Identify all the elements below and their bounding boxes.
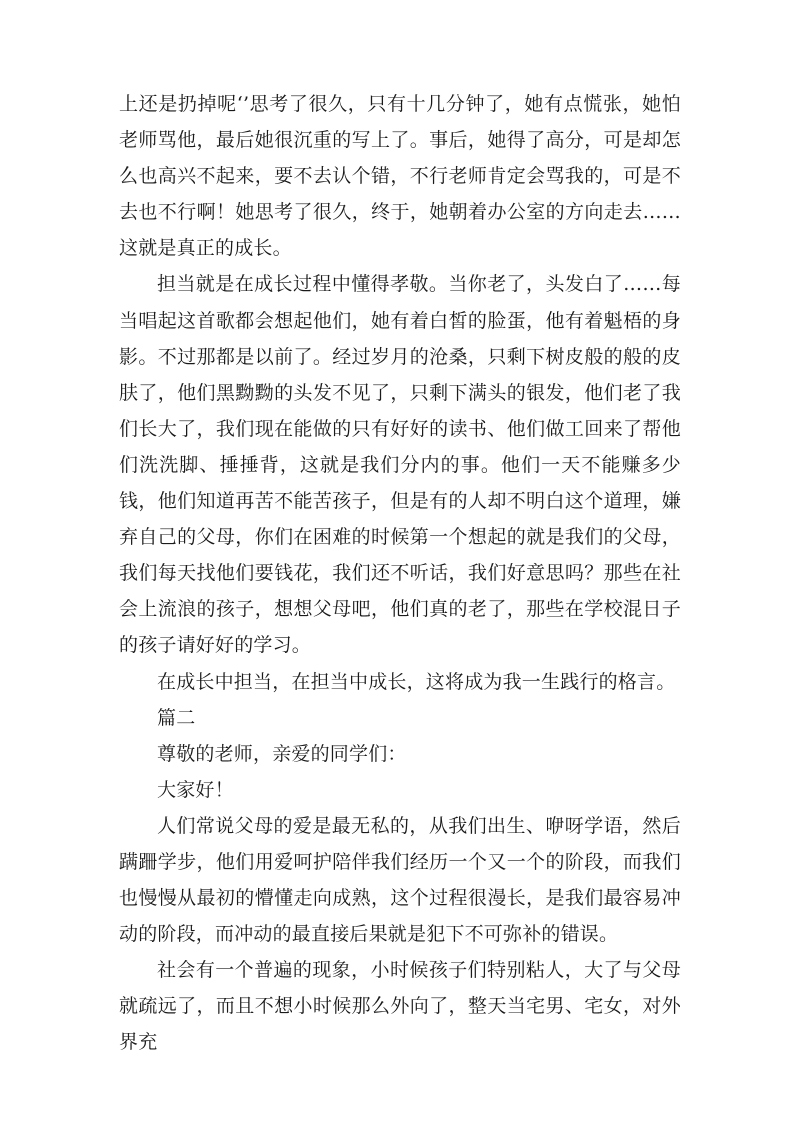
- paragraph-continuation: 上还是扔掉呢‘’思考了很久，只有十几分钟了，她有点慌张，她怕老师骂他，最后她很沉重的写上了。事后，她得了高分，可是却怎么也高兴不起来，要不去认个错，不行老师肯定会骂我的，可是不去也不行啊！她思考了很久，终于，她朝着办公室的方向走去……这就是真正的成长。: [119, 93, 681, 260]
- paragraph-motto: 在成长中担当，在担当中成长，这将成为我一生践行的格言。: [157, 670, 676, 693]
- salutation: 尊敬的老师，亲爱的同学们：: [157, 742, 407, 765]
- paragraph-parents-love: 人们常说父母的爱是最无私的，从我们出生、咿呀学语，然后蹒跚学步，他们用爱呵护陪伴我们经历一个又一个的阶段，而我们也慢慢从最初的懵懂走向成熟，这个过程很漫长，是我们最容易冲动的阶段，而冲动的最直接后果就是犯下不可弥补的错误。: [119, 814, 681, 946]
- document-body: [119, 86, 681, 1061]
- paragraph-social-phenomenon: 社会有一个普遍的现象，小时候孩子们特别粘人，大了与父母就疏远了，而且不想小时候那么外向了，整天当宅男、宅女，对外界充: [119, 959, 681, 1054]
- greeting: 大家好！: [157, 778, 234, 801]
- paragraph-filial-piety: 担当就是在成长过程中懂得孝敬。当你老了，头发白了……每当唱起这首歌都会想起他们，她有着白皙的脸蛋，他有着魁梧的身影。不过那都是以前了。经过岁月的沧桑，只剩下树皮般的般的皮肤了，他们黑黝黝的头发不见了，只剩下满头的银发，他们老了我们长大了，我们现在能做的只有好好的读书、他们做工回来了帮他们洗洗脚、捶捶背，这就是我们分内的事。他们一天不能赚多少钱，他们知道再苦不能苦孩子，但是有的人却不明白这个道理，嫌弃自己的父母，你们在困难的时候第一个想起的就是我们的父母，我们每天找他们要钱花，我们还不听话，我们好意思吗？那些在社会上流浪的孩子，想想父母吧，他们真的老了，那些在学校混日子的孩子请好好的学习。: [119, 273, 681, 657]
- section-heading: 篇二: [157, 706, 196, 729]
